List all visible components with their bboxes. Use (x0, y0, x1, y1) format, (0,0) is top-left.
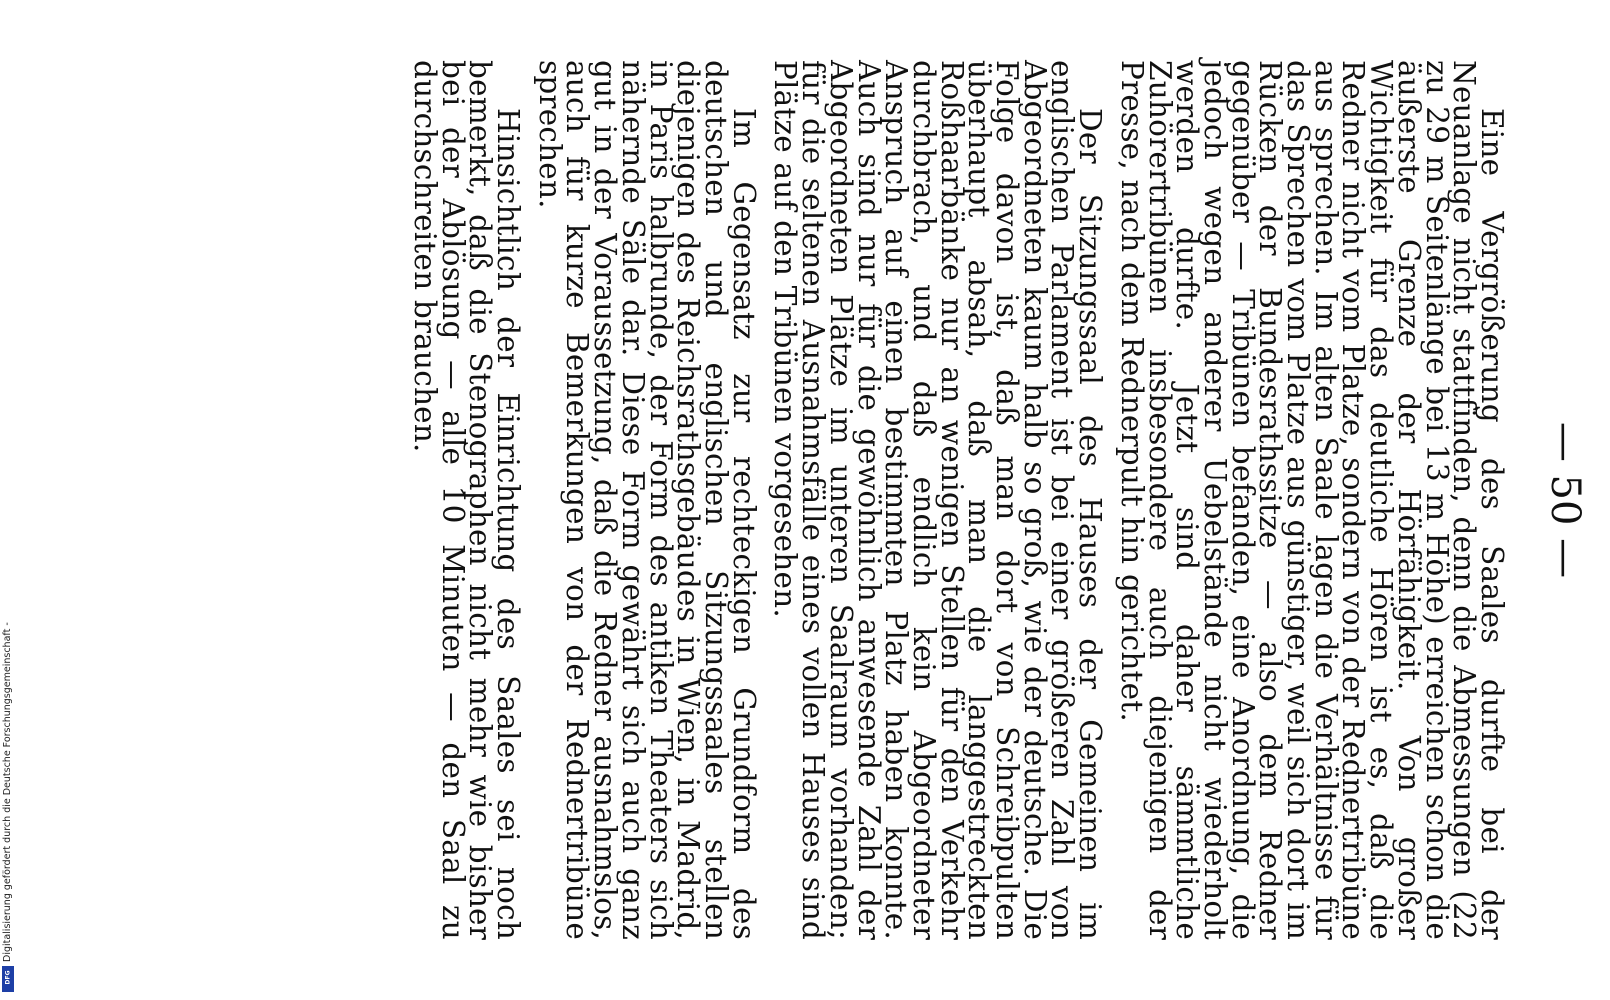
paragraph-3: Im Gegensatz zur rechteckigen Grundform des deutschen und englischen Sitzungssaales stellen diejenigen des Reichsrathsgebäudes in Wien, in Madrid, in Paris halbrunde, der Form des antiken Theaters sich nähernde Säle dar. Diese Form gewährt sich auch ganz gut in der Voraussetzung, daß die Redner ausnahmslos, auch für kurze Bemerkungen von der Rednertribüne sprechen. (532, 60, 761, 940)
paragraph-1: Eine Vergrößerung des Saales durfte bei der Neuanlage nicht stattfinden, denn die Abmessungen (22 zu 29 m Seitenlänge bei 13 m Höhe) erreichen schon die äußerste Grenze der Hörfähigkeit. Von großer Wichtigkeit für das deutliche Hören ist es, daß die Redner nicht vom Platze, sondern von der Rednertribüne aus sprechen. Im alten Saale lagen die Verhältnisse für das Sprechen vom Platze aus günstiger, weil sich dort im Rücken der Bundesrathssitze — also dem Redner gegenüber — Tribünen befanden, eine Anordnung, die jedoch wegen anderer Uebelstände nicht wiederholt werden durfte. Jetzt sind daher sämmtliche Zuhörertribünen insbesondere auch diejenigen der Presse, nach dem Rednerpult hin gerichtet. (1114, 60, 1509, 940)
paragraph-4: Hinsichtlich der Einrichtung des Saales sei noch bemerkt, daß die Stenographen nicht mehr wie bisher bei der Ablösung — alle 10 Minuten — den Saal zu durchschreiten brauchen. (407, 60, 526, 940)
dfg-logo-label: DFG (4, 970, 12, 985)
digitization-watermark (0, 600, 16, 1000)
rotated-page-content (310, 60, 1610, 940)
paragraph-2: Der Sitzungssaal des Hauses der Gemeinen im englischen Parlament ist bei einer größeren Zahl von Abgeordneten kaum halb so groß, wie der deutsche. Die Folge davon ist, daß man dort von Schreibpulten überhaupt absah, daß man die langgestreckten Roßhaarbänke nur an wenigen Stellen für den Verkehr durchbrach, und daß endlich kein Abgeordneter Anspruch auf einen bestimmten Platz haben konnte. Auch sind nur für die gewöhnlich anwesende Zahl der Abgeordneten Plätze im unteren Saalraum vorhanden; für die seltenen Ausnahmsfälle eines vollen Hauses sind Plätze auf den Tribünen vorgesehen. (768, 60, 1108, 940)
dfg-logo-icon (2, 966, 14, 992)
body-text (396, 60, 1509, 940)
page-number: — 50 — (1542, 421, 1588, 579)
watermark-text: Digitalisierung gefördert durch die Deutsche Forschungsgemeinschaft - (2, 622, 13, 962)
